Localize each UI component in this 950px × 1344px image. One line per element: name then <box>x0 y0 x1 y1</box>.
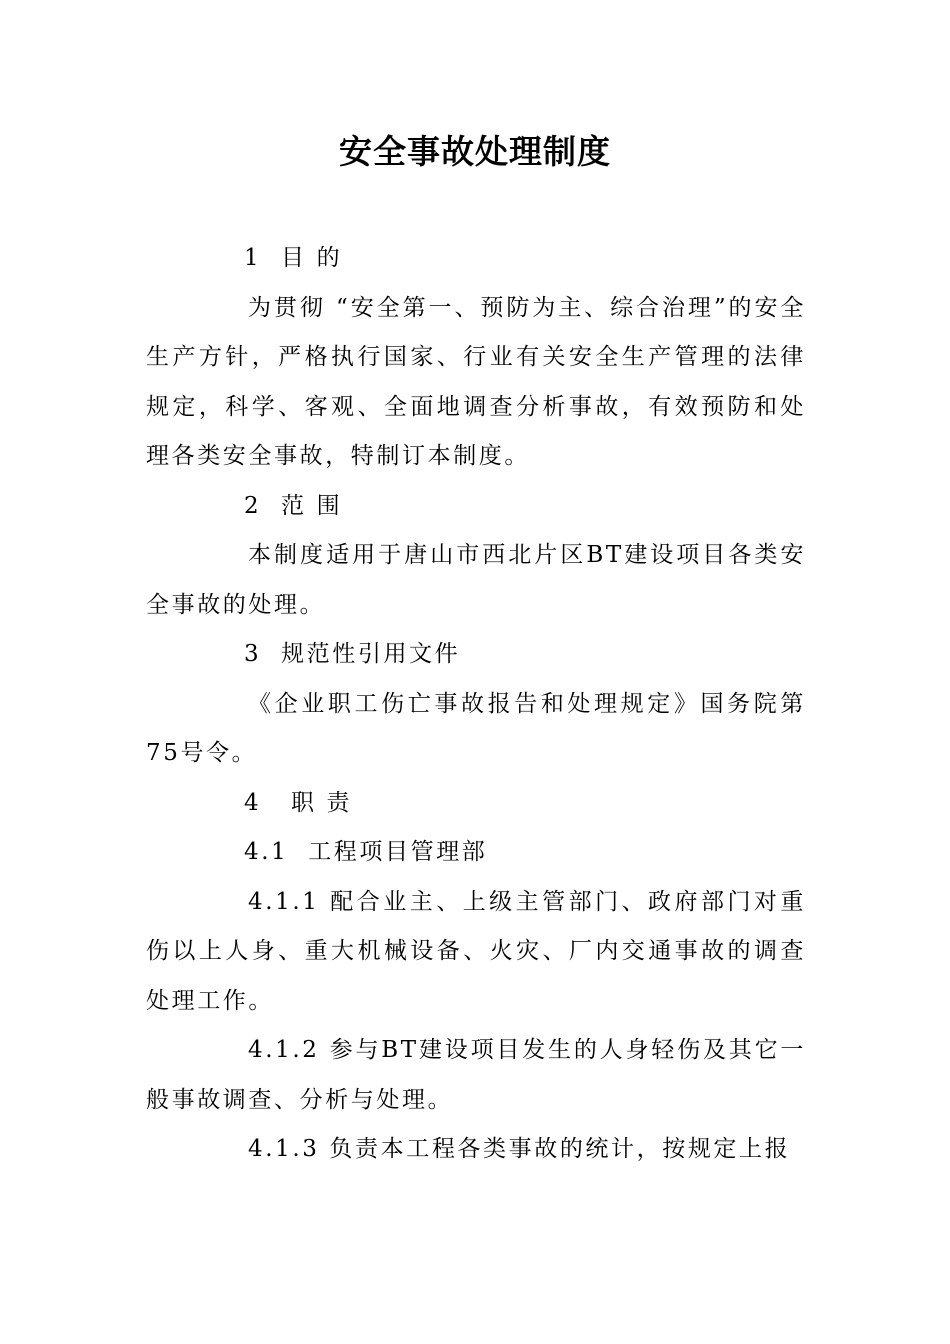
paragraph-references: 《企业职工伤亡事故报告和处理规定》国务院第75号令。 <box>146 690 806 766</box>
paragraph-4-1-1: 4.1.1 配合业主、上级主管部门、政府部门对重伤以上人身、重大机械设备、火灾、厂内交通事故的调查处理工作。 <box>146 888 806 1014</box>
section-heading-purpose: 1 目 的 <box>244 245 343 271</box>
paragraph-scope: 本制度适用于唐山市西北片区BT建设项目各类安全事故的处理。 <box>146 542 806 618</box>
section-heading-references: 3 规范性引用文件 <box>244 641 461 667</box>
paragraph-4-1-2: 4.1.2 参与BT建设项目发生的人身轻伤及其它一般事故调查、分析与处理。 <box>146 1037 806 1113</box>
subsection-heading-project-dept: 4.1 工程项目管理部 <box>244 839 488 865</box>
document-title: 安全事故处理制度 <box>339 132 611 171</box>
paragraph-purpose: 为贯彻 “安全第一、预防为主、综合治理”的安全生产方针，严格执行国家、行业有关安全生产管理的法律规定，科学、客观、全面地调查分析事故，有效预防和处理各类安全事故，特制订本制度。 <box>146 294 806 469</box>
section-heading-scope: 2 范 围 <box>244 492 343 519</box>
paragraph-4-1-3: 4.1.3 负责本工程各类事故的统计，按规定上报 <box>248 1136 791 1162</box>
section-heading-responsibilities: 4 职 责 <box>244 789 353 816</box>
document-body <box>146 234 806 1175</box>
